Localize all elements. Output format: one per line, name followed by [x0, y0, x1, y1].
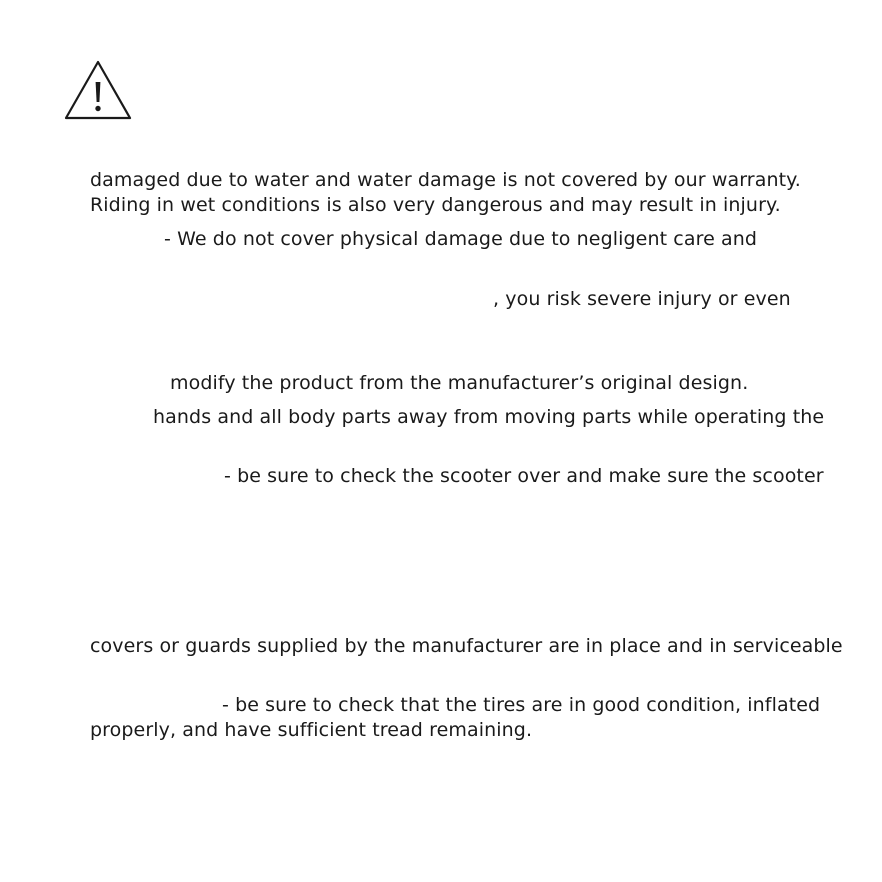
warning-icon — [62, 58, 134, 122]
text-line: - be sure to check the scooter over and make sure the scooter — [224, 465, 824, 487]
text-line: modify the product from the manufacturer’s original design. — [170, 372, 749, 394]
text-line: hands and all body parts away from moving parts while operating the — [153, 406, 825, 428]
text-line: properly, and have sufficient tread remaining. — [90, 719, 533, 741]
text-line: Riding in wet conditions is also very dangerous and may result in injury. — [90, 194, 781, 216]
text-line: damaged due to water and water damage is not covered by our warranty. — [90, 169, 801, 191]
text-line: covers or guards supplied by the manufacturer are in place and in serviceable — [90, 635, 843, 657]
text-line: - We do not cover physical damage due to negligent care and — [164, 228, 758, 250]
text-line: - be sure to check that the tires are in good condition, inflated — [222, 694, 821, 716]
text-line: , you risk severe injury or even — [493, 288, 791, 310]
